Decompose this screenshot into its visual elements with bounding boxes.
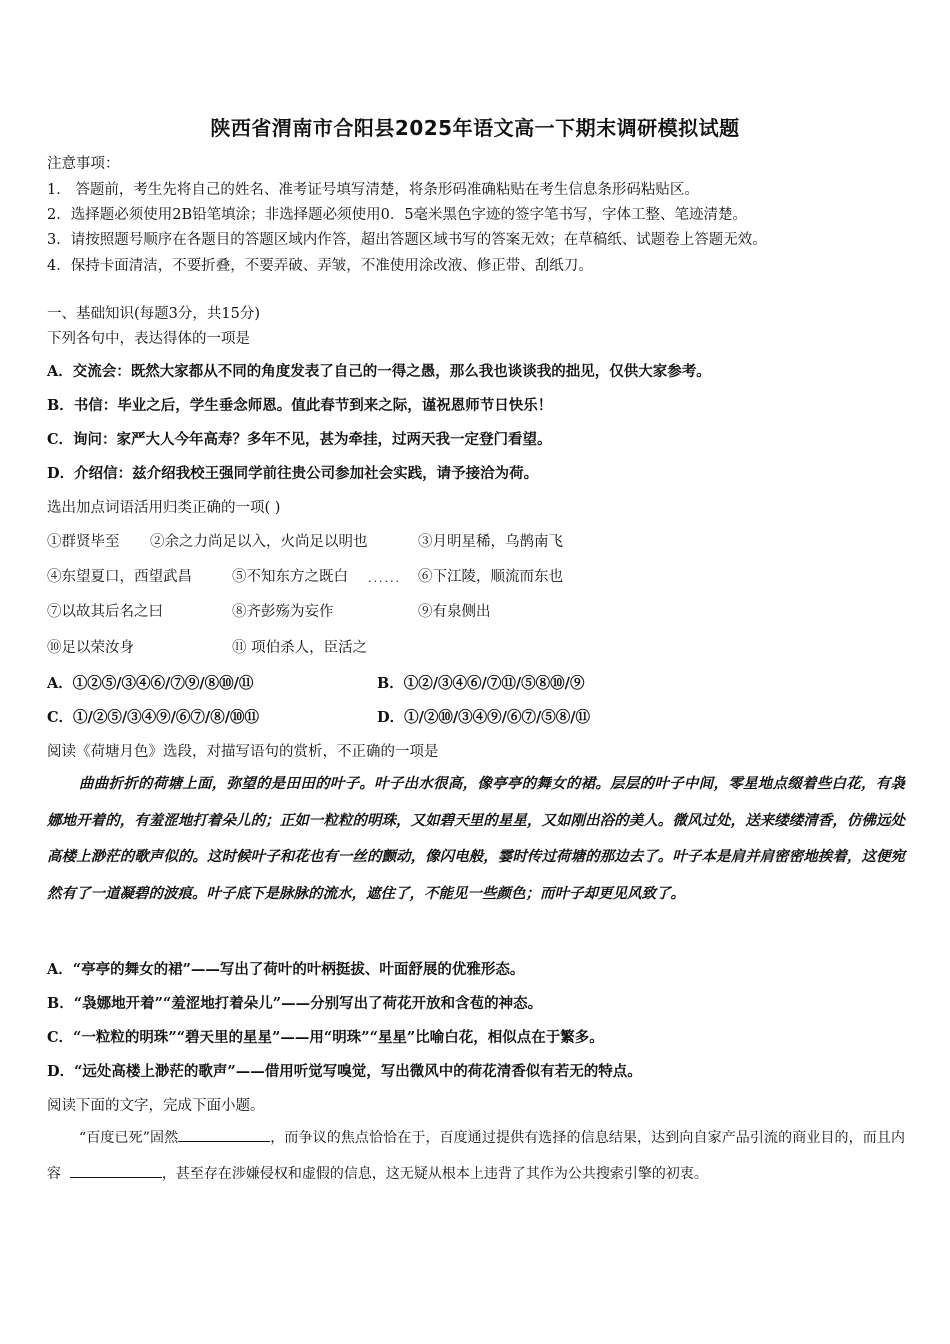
phrase-item: ⑥下江陵，顺流而东也: [418, 569, 563, 585]
emphasis-dots: ......: [368, 572, 401, 585]
option-d: D．“远处高楼上渺茫的歌声”——借用听觉写嗅觉，写出微风中的荷花清香似有若无的特点。: [47, 1063, 642, 1080]
phrase-item: ⑦以故其后名之曰: [47, 604, 163, 620]
option-a: A．交流会：既然大家都从不同的角度发表了自己的一得之愚，那么我也谈谈我的拙见，仅供大家参考。: [47, 363, 711, 380]
passage-text: ，甚至存在涉嫌侵权和虚假的信息，这无疑从根本上违背了其作为公共搜索引擎的初衷。: [161, 1166, 708, 1182]
option-c: C．①/②⑤/③④⑨/⑥⑦/⑧/⑩⑪: [47, 709, 260, 726]
question-stem: 阅读下面的文字，完成下面小题。: [47, 1098, 265, 1114]
phrase-item: ②余之力尚足以入，火尚足以明也: [150, 534, 368, 550]
phrase-item: ①群贤毕至: [47, 534, 120, 550]
question-stem: 选出加点词语活用归类正确的一项( ): [47, 500, 281, 516]
option-b: B．“袅娜地开着”“羞涩地打着朵儿”——分别写出了荷花开放和含苞的神态。: [47, 995, 543, 1012]
phrase-item: ③月明星稀，乌鹊南飞: [418, 534, 563, 550]
reading-passage: [47, 1120, 905, 1192]
option-d: D．①/②⑩/③④⑨/⑥⑦/⑤⑧/⑪: [377, 709, 591, 726]
reading-passage: 曲曲折折的荷塘上面，弥望的是田田的叶子。叶子出水很高，像亭亭的舞女的裙。层层的叶子中间，零星地点缀着些白花，有袅娜地开着的，有羞涩地打着朵儿的；正如一粒粒的明珠，又如碧天里的星星，又如刚出浴的美人。微风过处，送来缕缕清香，仿佛远处高楼上渺茫的歌声似的。这时候叶子和花也有一丝的颤动，像闪电般，霎时传过荷塘的那边去了。叶子本是肩并肩密密地挨着，这便宛然有了一道凝碧的波痕。叶子底下是脉脉的流水，遮住了，不能见一些颜色；而叶子却更见风致了。: [47, 775, 905, 902]
question-stem: 下列各句中，表达得体的一项是: [47, 331, 250, 347]
phrase-item: ⑨有泉侧出: [418, 604, 491, 620]
notice-item: 1． 答题前，考生先将自己的姓名、准考证号填写清楚，将条形码准确粘贴在考生信息条形码粘贴区。: [47, 182, 699, 198]
option-a: A．“亭亭的舞女的裙”——写出了荷叶的叶柄挺拔、叶面舒展的优雅形态。: [47, 961, 525, 978]
section-heading: 一、基础知识(每题3分，共15分): [47, 306, 260, 322]
page-title: 陕西省渭南市合阳县2025年语文高一下期末调研模拟试题: [210, 116, 740, 140]
option-d: D．介绍信：兹介绍我校王强同学前往贵公司参加社会实践，请予接洽为荷。: [47, 465, 539, 482]
option-c: C．询问：家严大人今年高寿？多年不见，甚为牵挂，过两天我一定登门看望。: [47, 431, 552, 448]
phrase-item: ④东望夏口，西望武昌: [47, 569, 192, 585]
option-c: C．“一粒粒的明珠”“碧天里的星星”——用“明珠”“星星”比喻白花，相似点在于繁多。: [47, 1029, 604, 1046]
option-b: B．①②/③④⑥/⑦⑪/⑤⑧⑩/⑨: [377, 675, 585, 692]
fill-blank: [70, 1163, 162, 1178]
phrase-item: ⑪ 项伯杀人，臣活之: [232, 640, 368, 656]
notice-heading: 注意事项：: [47, 156, 120, 172]
notice-item: 3．请按照题号顺序在各题目的答题区域内作答，超出答题区域书写的答案无效；在草稿纸、试题卷上答题无效。: [47, 232, 767, 248]
notice-item: 2．选择题必须使用2B铅笔填涂；非选择题必须使用0．5毫米黑色字迹的签字笔书写，字体工整、笔迹清楚。: [47, 207, 748, 223]
phrase-item: ⑤不知东方之既白: [232, 569, 348, 585]
question-stem: 阅读《荷塘月色》选段，对描写语句的赏析，不正确的一项是: [47, 744, 439, 760]
fill-blank: [178, 1127, 270, 1142]
passage-text: “百度已死”固然: [79, 1130, 179, 1146]
notice-item: 4．保持卡面清洁，不要折叠，不要弄破、弄皱，不准使用涂改液、修正带、刮纸刀。: [47, 258, 593, 274]
phrase-item: ⑧齐彭殇为妄作: [232, 604, 334, 620]
passage-text: ，而争议的焦点恰恰在于，百度通过提供有选择的信息结果，达到向自家产品引流的商业目的，而且内容: [47, 1130, 905, 1182]
option-a: A．①②⑤/③④⑥/⑦⑨/⑧⑩/⑪: [47, 675, 254, 692]
phrase-item: ⑩足以荣汝身: [47, 640, 134, 656]
option-b: B．书信：毕业之后，学生垂念师恩。值此春节到来之际，谨祝恩师节日快乐！: [47, 397, 553, 414]
